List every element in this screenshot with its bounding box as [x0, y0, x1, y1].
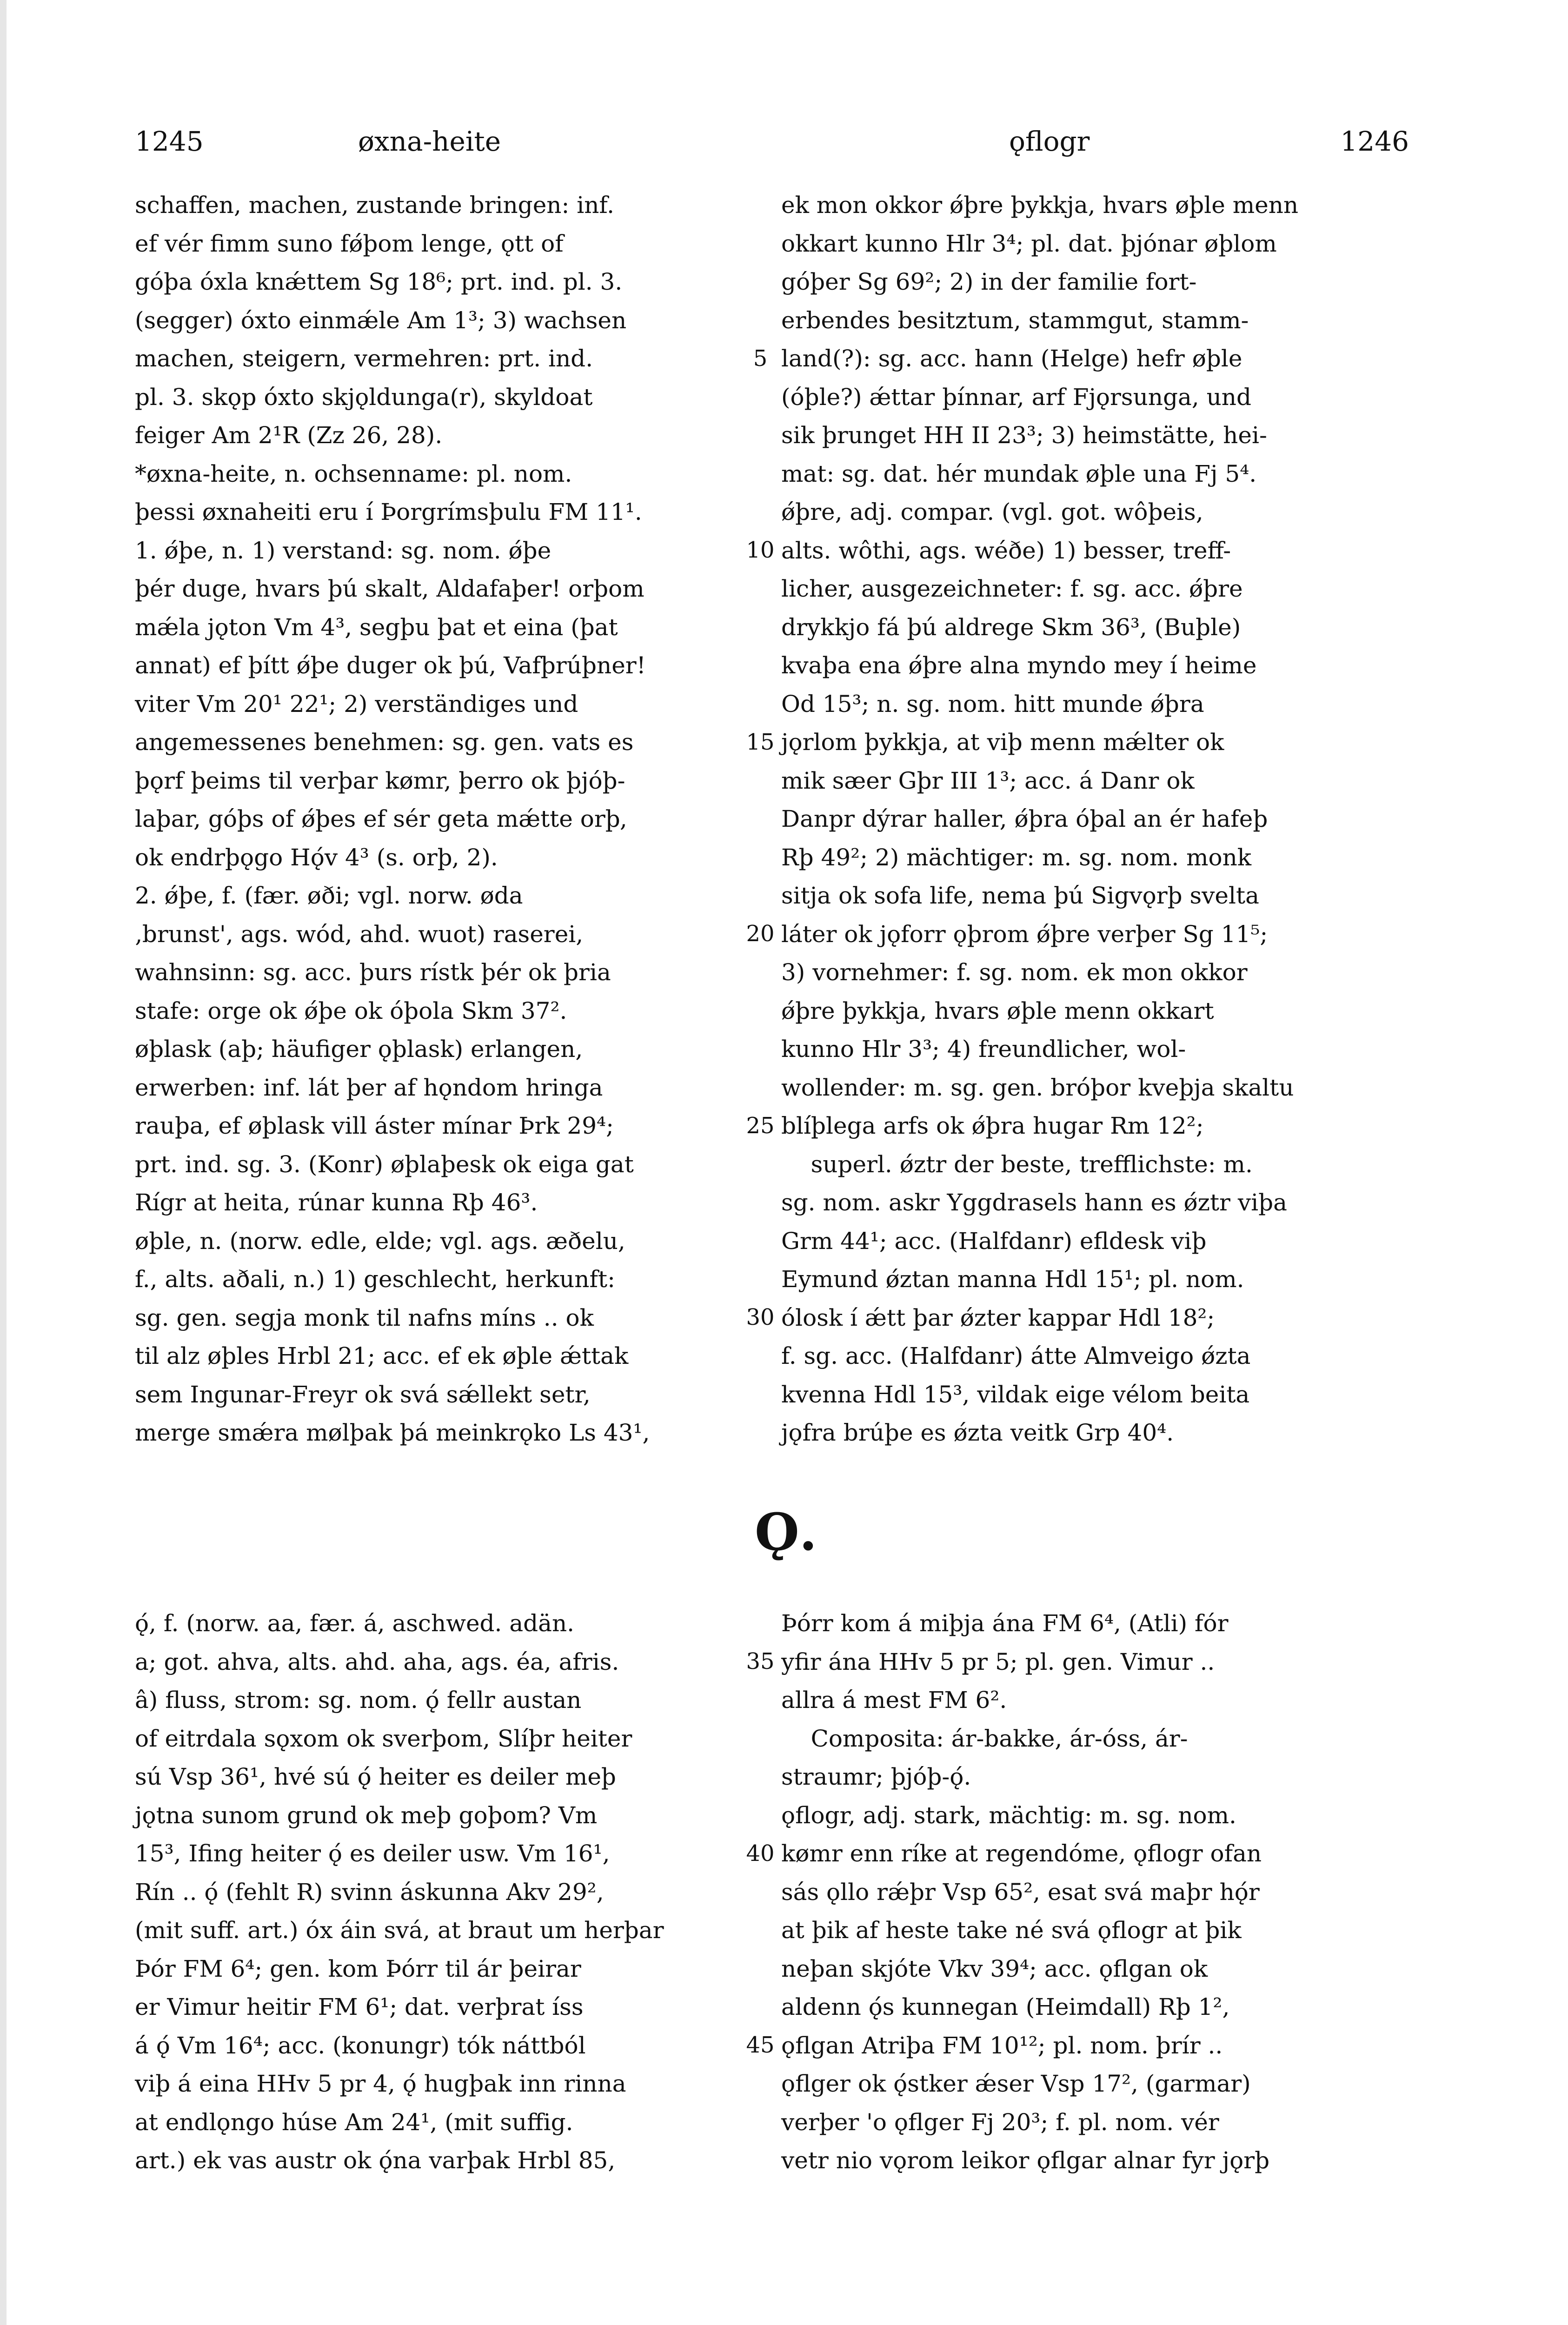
line-number: 35 [746, 1648, 775, 1674]
section-letter: Ǫ. [754, 1502, 817, 1562]
text-line: angemessenes benehmen: sg. gen. vats es [135, 729, 634, 756]
text-line: Rþ 49²; 2) mächtiger: m. sg. nom. monk [781, 844, 1252, 871]
text-line: Eymund ǿztan manna Hdl 15¹; pl. nom. [781, 1266, 1244, 1293]
text-line: pl. 3. skǫp óxto skjǫldunga(r), skyldoat [135, 383, 593, 411]
text-line: land(?): sg. acc. hann (Helge) hefr øþle [781, 345, 1242, 372]
text-line: ek mon okkor ǿþre þykkja, hvars øþle menn [781, 192, 1299, 219]
text-line: kvenna Hdl 15³, vildak eige vélom beita [781, 1381, 1250, 1408]
text-line: kunno Hlr 3³; 4) freundlicher, wol- [781, 1036, 1186, 1063]
text-line: stafe: orge ok ǿþe ok óþola Skm 37². [135, 997, 567, 1024]
text-line: ef vér fimm suno fǿþom lenge, ǫtt of [135, 230, 564, 257]
text-line: erwerben: inf. lát þer af hǫndom hringa [135, 1074, 603, 1101]
line-number: 45 [746, 2032, 775, 2058]
text-line: machen, steigern, vermehren: prt. ind. [135, 345, 593, 372]
text-line: drykkjo fá þú aldrege Skm 36³, (Buþle) [781, 613, 1241, 641]
text-line: (óþle?) ǽttar þínnar, arf Fjǫrsunga, und [781, 383, 1251, 411]
text-line: prt. ind. sg. 3. (Konr) øþlaþesk ok eiga gat [135, 1150, 634, 1178]
text-line: ǿþre þykkja, hvars øþle menn okkart [781, 997, 1214, 1024]
text-line: licher, ausgezeichneter: f. sg. acc. ǿþre [781, 575, 1243, 602]
line-number: 40 [746, 1840, 775, 1867]
right-column-top [781, 186, 1409, 1452]
text-line: Rín .. ǫ́ (fehlt R) svinn áskunna Akv 29², [135, 1878, 604, 1906]
text-line: Od 15³; n. sg. nom. hitt munde ǿþra [781, 690, 1204, 717]
text-line: okkart kunno Hlr 3⁴; pl. dat. þjónar øþlom [781, 230, 1277, 257]
text-line: feiger Am 2¹R (Zz 26, 28). [135, 422, 443, 449]
text-line: 15³, Ifing heiter ǫ́ es deiler usw. Vm 16¹, [135, 1840, 610, 1867]
text-line: Composita: ár-bakke, ár-óss, ár- [781, 1725, 1188, 1752]
text-line: sú Vsp 36¹, hvé sú ǫ́ heiter es deiler meþ [135, 1763, 616, 1790]
text-line: Þór FM 6⁴; gen. kom Þórr til ár þeirar [135, 1955, 581, 1982]
left-column-bottom [135, 1604, 739, 2180]
line-number: 25 [746, 1113, 775, 1139]
text-line: ǿþre, adj. compar. (vgl. got. wôþeis, [781, 498, 1203, 525]
text-line: f., alts. aðali, n.) 1) geschlecht, herkunft: [135, 1266, 615, 1293]
text-line: at þik af heste take né svá ǫflogr at þik [781, 1917, 1242, 1944]
text-line: f. sg. acc. (Halfdanr) átte Almveigo ǿzta [781, 1342, 1251, 1369]
text-line: Þórr kom á miþja ána FM 6⁴, (Atli) fór [781, 1610, 1229, 1637]
text-line: ǫflogr, adj. stark, mächtig: m. sg. nom. [781, 1801, 1236, 1829]
text-line: øþlask (aþ; häufiger ǫþlask) erlangen, [135, 1036, 583, 1063]
text-line: verþer 'o ǫflger Fj 20³; f. pl. nom. vér [781, 2108, 1219, 2136]
line-number: 10 [746, 537, 775, 563]
line-number: 20 [746, 921, 775, 947]
text-line: *øxna-heite, n. ochsenname: pl. nom. [135, 460, 572, 487]
text-line: of eitrdala sǫxom ok sverþom, Slíþr heiter [135, 1725, 632, 1752]
text-line: sg. nom. askr Yggdrasels hann es ǿztr viþa [781, 1189, 1287, 1216]
text-line: annat) ef þítt ǿþe duger ok þú, Vafþrúþner! [135, 652, 646, 679]
text-line: mǽla jǫton Vm 4³, segþu þat et eina (þat [135, 613, 618, 641]
text-line: blíþlega arfs ok ǿþra hugar Rm 12²; [781, 1112, 1204, 1139]
text-line: sem Ingunar-Freyr ok svá sǽllekt setr, [135, 1381, 591, 1408]
text-line: at endlǫngo húse Am 24¹, (mit suffig. [135, 2108, 573, 2136]
text-line: þǫrf þeims til verþar kømr, þerro ok þjóþ- [135, 767, 625, 794]
text-line: kvaþa ena ǿþre alna myndo mey í heime [781, 652, 1257, 679]
text-line: (segger) óxto einmǽle Am 1³; 3) wachsen [135, 306, 627, 334]
text-line: wollender: m. sg. gen. bróþor kveþja skaltu [781, 1074, 1294, 1101]
text-line: 2. ǿþe, f. (fær. øði; vgl. norw. øda [135, 882, 523, 909]
text-line: mat: sg. dat. hér mundak øþle una Fj 5⁴. [781, 460, 1257, 487]
text-line: ok endrþǫgo Hǫ́v 4³ (s. orþ, 2). [135, 844, 498, 871]
text-line: ǫ́, f. (norw. aa, fær. á, aschwed. adän. [135, 1610, 575, 1637]
binding-edge [0, 0, 7, 2325]
text-line: góþa óxla knǽttem Sg 18⁶; prt. ind. pl. 3. [135, 268, 623, 295]
right-column-bottom [781, 1604, 1409, 2180]
text-line: neþan skjóte Vkv 39⁴; acc. ǫflgan ok [781, 1955, 1208, 1982]
running-head-right: ǫflogr [1009, 126, 1090, 157]
left-column-top [135, 186, 739, 1452]
text-line: á ǫ́ Vm 16⁴; acc. (konungr) tók náttból [135, 2032, 586, 2059]
text-line: jǫtna sunom grund ok meþ goþom? Vm [135, 1801, 598, 1829]
text-line: láter ok jǫforr ǫþrom ǿþre verþer Sg 11⁵; [781, 920, 1268, 948]
text-line: sás ǫllo rǽþr Vsp 65², esat svá maþr hǫ́r [781, 1878, 1260, 1906]
text-line: 1. ǿþe, n. 1) verstand: sg. nom. ǿþe [135, 537, 551, 564]
text-line: til alz øþles Hrbl 21; acc. ef ek øþle ǽttak [135, 1342, 629, 1369]
text-line: viter Vm 20¹ 22¹; 2) verständiges und [135, 690, 578, 717]
text-line: mik sæer Gþr III 1³; acc. á Danr ok [781, 767, 1195, 794]
text-line: allra á mest FM 6². [781, 1687, 1007, 1714]
text-line: góþer Sg 69²; 2) in der familie fort- [781, 268, 1197, 295]
text-line: (mit suff. art.) óx áin svá, at braut um herþar [135, 1917, 664, 1944]
text-line: schaffen, machen, zustande bringen: inf. [135, 192, 615, 219]
text-line: superl. ǿztr der beste, trefflichste: m. [781, 1150, 1253, 1178]
line-number: 5 [753, 345, 768, 372]
text-line: ólosk í ǽtt þar ǿzter kappar Hdl 18²; [781, 1304, 1215, 1331]
page-header [135, 126, 1409, 167]
text-line: rauþa, ef øþlask vill áster mínar Þrk 29⁴; [135, 1112, 614, 1139]
text-line: erbendes besitztum, stammgut, stamm- [781, 306, 1249, 334]
text-line: øþle, n. (norw. edle, elde; vgl. ags. æðelu, [135, 1227, 625, 1255]
text-line: ǫflger ok ǫ́stker ǽser Vsp 17², (garmar) [781, 2070, 1251, 2097]
line-number: 15 [746, 729, 775, 755]
text-line: jǫfra brúþe es ǿzta veitk Grp 40⁴. [781, 1419, 1174, 1446]
text-line: þér duge, hvars þú skalt, Aldafaþer! orþom [135, 575, 644, 602]
text-line: a; got. ahva, alts. ahd. aha, ags. éa, afris. [135, 1648, 619, 1675]
text-line: straumr; þjóþ-ǫ́. [781, 1763, 971, 1790]
text-line: alts. wôthi, ags. wéðe) 1) besser, treff- [781, 537, 1231, 564]
text-line: 3) vornehmer: f. sg. nom. ek mon okkor [781, 959, 1248, 986]
text-line: Rígr at heita, rúnar kunna Rþ 46³. [135, 1189, 538, 1216]
text-line: wahnsinn: sg. acc. þurs rístk þér ok þria [135, 959, 611, 986]
text-line: ǫflgan Atriþa FM 10¹²; pl. nom. þrír .. [781, 2032, 1223, 2059]
text-line: â) fluss, strom: sg. nom. ǫ́ fellr austan [135, 1687, 582, 1714]
running-head-left: øxna-heite [358, 126, 501, 157]
text-line: sik þrunget HH II 23³; 3) heimstätte, hei- [781, 422, 1267, 449]
text-line: viþ á eina HHv 5 pr 4, ǫ́ hugþak inn rinna [135, 2070, 626, 2097]
text-line: er Vimur heitir FM 6¹; dat. verþrat íss [135, 1993, 584, 2020]
text-line: aldenn ǫ́s kunnegan (Heimdall) Rþ 1², [781, 1993, 1230, 2020]
text-line: vetr nio vǫrom leikor ǫflgar alnar fyr jǫrþ [781, 2147, 1270, 2174]
text-line: ‚brunst', ags. wód, ahd. wuot) raserei, [135, 920, 584, 948]
text-line: yfir ána HHv 5 pr 5; pl. gen. Vimur .. [781, 1648, 1215, 1675]
text-line: Danpr dýrar haller, ǿþra óþal an ér hafeþ [781, 805, 1268, 832]
text-line: jǫrlom þykkja, at viþ menn mǽlter ok [781, 729, 1224, 756]
text-line: Grm 44¹; acc. (Halfdanr) efldesk viþ [781, 1227, 1207, 1255]
text-line: merge smǽra mølþak þá meinkrǫko Ls 43¹, [135, 1419, 650, 1446]
text-line: þessi øxnaheiti eru í Þorgrímsþulu FM 11¹. [135, 498, 642, 525]
text-line: sg. gen. segja monk til nafns míns .. ok [135, 1304, 594, 1331]
line-number: 30 [746, 1304, 775, 1330]
page-number-left: 1245 [135, 126, 204, 157]
text-line: laþar, góþs of ǿþes ef sér geta mǽtte orþ, [135, 805, 627, 832]
page-number-right: 1246 [1340, 126, 1409, 157]
text-line: kømr enn ríke at regendóme, ǫflogr ofan [781, 1840, 1262, 1867]
text-line: art.) ek vas austr ok ǫ́na varþak Hrbl 85, [135, 2147, 616, 2174]
text-line: sitja ok sofa life, nema þú Sigvǫrþ svelta [781, 882, 1259, 909]
